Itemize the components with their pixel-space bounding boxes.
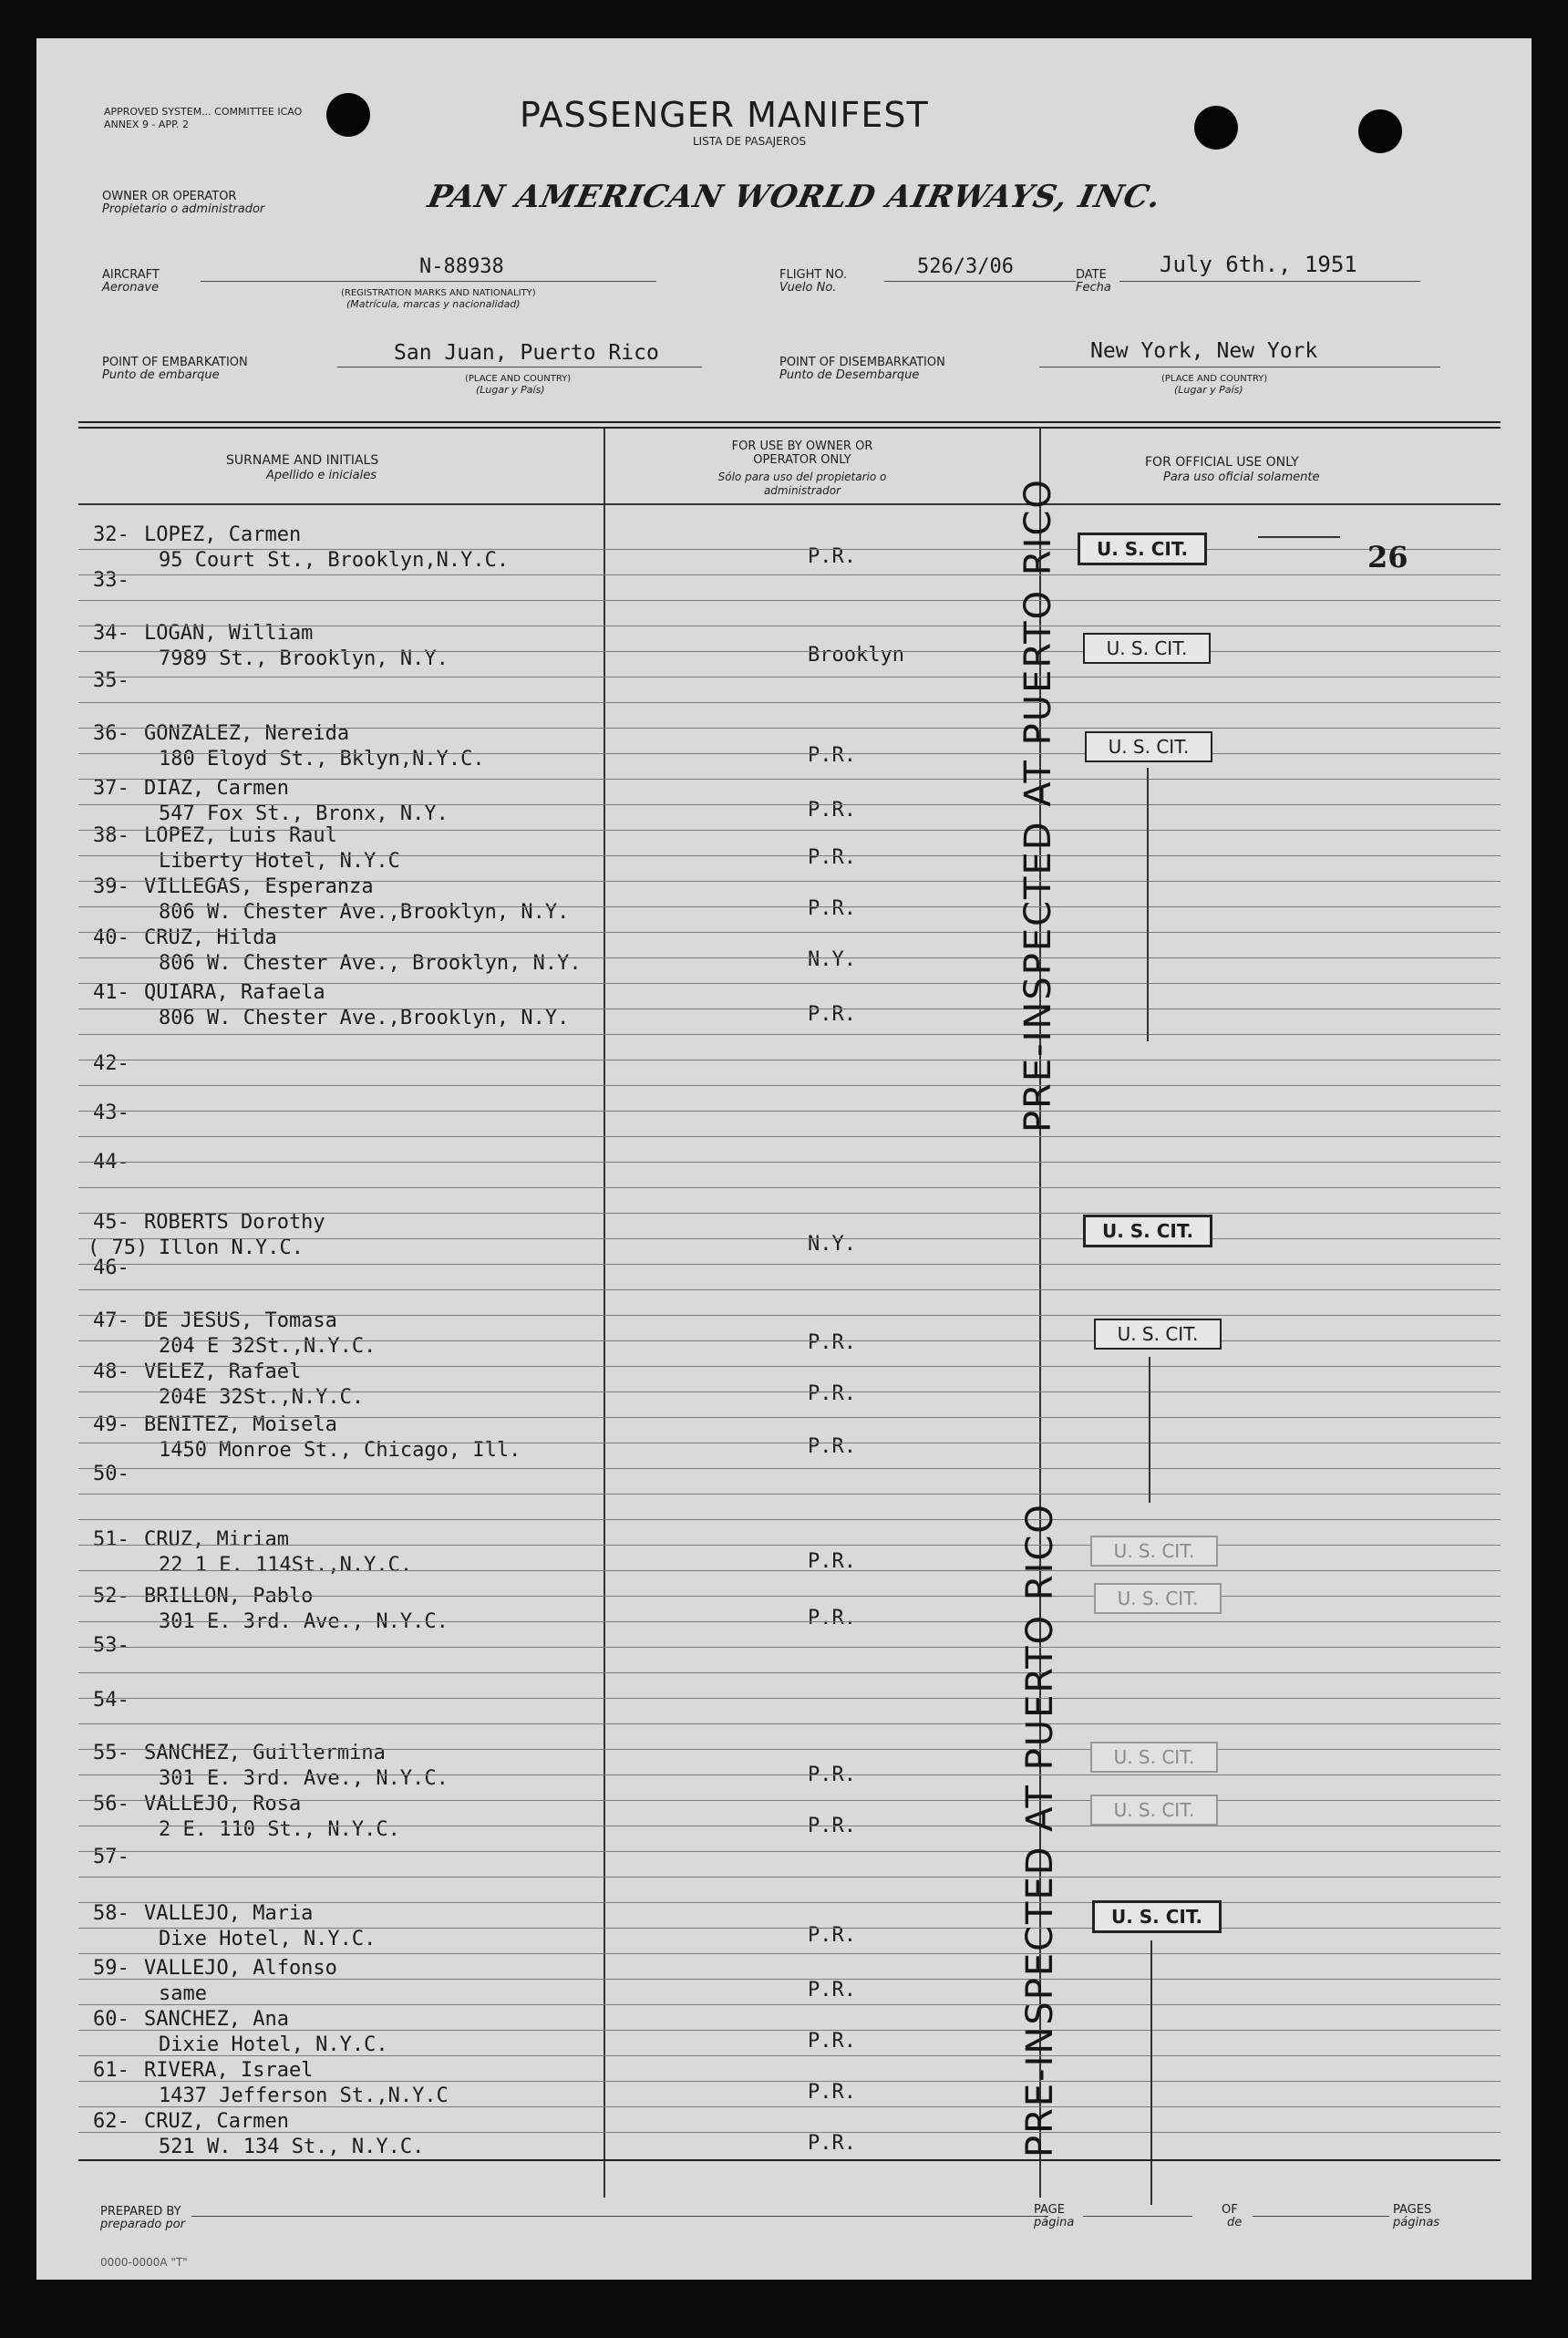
row-number: 35- — [93, 669, 129, 692]
ruled-line — [78, 932, 1501, 933]
ruled-line — [78, 1136, 1501, 1137]
passenger-name: VALLEJO, Alfonso — [144, 1957, 337, 1980]
ruled-line — [78, 1085, 1501, 1086]
passenger-name: SANCHEZ, Ana — [144, 2008, 289, 2031]
ruled-line — [78, 1902, 1501, 1903]
row-number: 58- — [93, 1902, 129, 1925]
passenger-address: 547 Fox St., Bronx, N.Y. — [159, 802, 449, 825]
passenger-name: SANCHEZ, Guillermina — [144, 1742, 386, 1764]
ruled-line — [78, 753, 1501, 754]
ruled-line — [78, 1391, 1501, 1392]
passenger-address: same — [159, 1982, 207, 2005]
ruled-line — [78, 983, 1501, 984]
passenger-name: VALLEJO, Maria — [144, 1902, 314, 1925]
owner-use-entry: P.R. — [808, 545, 856, 568]
row-number: 57- — [93, 1846, 129, 1868]
row-number: 56- — [93, 1793, 129, 1816]
row-number: 41- — [93, 981, 129, 1004]
ruled-line — [78, 1340, 1501, 1341]
col1-header: SURNAME AND INITIALS — [226, 453, 379, 468]
ruled-line — [78, 728, 1501, 729]
passenger-name: LOGAN, William — [144, 622, 314, 645]
ruled-line — [78, 830, 1501, 831]
manifest-page — [36, 38, 1532, 2280]
ruled-line — [78, 1494, 1501, 1495]
page-label-es: página — [1034, 2216, 1075, 2229]
passenger-name: LOPEZ, Luis Raul — [144, 824, 337, 847]
flight-value: 526/3/06 — [917, 255, 1014, 278]
owner-use-entry: N.Y. — [808, 948, 856, 971]
disembark-place-note-es: (Lugar y País) — [1174, 384, 1243, 396]
row-number: 45- — [93, 1211, 129, 1234]
owner-use-entry: P.R. — [808, 2081, 856, 2104]
passenger-name: CRUZ, Miriam — [144, 1528, 289, 1551]
date-value: July 6th., 1951 — [1160, 252, 1357, 277]
of-label-es: de — [1227, 2216, 1243, 2229]
flight-label-es: Vuelo No. — [779, 281, 837, 295]
col2-header: FOR USE BY OWNER OR OPERATOR ONLY — [731, 440, 873, 467]
ruled-line — [78, 1979, 1501, 1980]
column-divider — [603, 429, 605, 2198]
col3-header: FOR OFFICIAL USE ONLY — [1145, 455, 1299, 470]
ruled-line — [78, 1621, 1501, 1622]
passenger-address: 7989 St., Brooklyn, N.Y. — [159, 647, 449, 670]
ruled-line — [78, 2004, 1501, 2005]
passenger-address: 1437 Jefferson St.,N.Y.C — [159, 2085, 449, 2107]
row-number: 39- — [93, 875, 129, 898]
row-number: 62- — [93, 2110, 129, 2133]
passenger-address: 806 W. Chester Ave., Brooklyn, N.Y. — [159, 952, 582, 975]
row-number: 36- — [93, 722, 129, 745]
passenger-address: 204 E 32St.,N.Y.C. — [159, 1335, 377, 1358]
passenger-name: ROBERTS Dorothy — [144, 1211, 325, 1234]
ruled-line — [78, 2055, 1501, 2056]
row-number: 61- — [93, 2059, 129, 2082]
owner-label: OWNER OR OPERATOR — [102, 190, 237, 203]
us-cit-stamp: U. S. CIT. — [1094, 1319, 1222, 1350]
ruled-line — [78, 1774, 1501, 1775]
owner-use-entry: P.R. — [808, 1003, 856, 1026]
col1-header-es: Apellido e iniciales — [266, 469, 377, 482]
embarkation-label: POINT OF EMBARKATION — [102, 356, 248, 369]
row-number: 60- — [93, 2008, 129, 2031]
passenger-name: LOPEZ, Carmen — [144, 523, 302, 546]
pages-label-es: páginas — [1393, 2216, 1440, 2229]
us-cit-stamp: U. S. CIT. — [1090, 1742, 1218, 1773]
ruled-line — [78, 1366, 1501, 1367]
us-cit-stamp: U. S. CIT. — [1094, 1583, 1222, 1614]
passenger-name: VELEZ, Rafael — [144, 1360, 302, 1383]
owner-use-entry: P.R. — [808, 897, 856, 920]
us-cit-stamp: U. S. CIT. — [1083, 1215, 1212, 1247]
owner-use-entry: N.Y. — [808, 1233, 856, 1256]
row-number: 44- — [93, 1151, 129, 1174]
row-number: 33- — [93, 569, 129, 592]
page-subtitle: LISTA DE PASAJEROS — [693, 135, 807, 148]
ruled-line — [78, 1570, 1501, 1571]
passenger-name: VALLEJO, Rosa — [144, 1793, 302, 1816]
page-label: PAGE — [1034, 2203, 1065, 2217]
row-number: 43- — [93, 1102, 129, 1124]
ruled-line — [78, 1698, 1501, 1699]
ruled-line — [78, 574, 1501, 575]
ruled-line — [78, 1213, 1501, 1214]
row-number: 48- — [93, 1360, 129, 1383]
ruled-line — [78, 804, 1501, 805]
ruled-line — [78, 600, 1501, 601]
passenger-name: BRILLON, Pablo — [144, 1585, 314, 1608]
passenger-name: DIAZ, Carmen — [144, 777, 289, 800]
flight-label: FLIGHT NO. — [779, 268, 848, 282]
owner-use-entry: Brooklyn — [808, 644, 904, 667]
owner-name: PAN AMERICAN WORLD AIRWAYS, INC. — [424, 179, 1165, 215]
owner-label-es: Propietario o administrador — [102, 202, 265, 216]
passenger-address: 806 W. Chester Ave.,Brooklyn, N.Y. — [159, 901, 570, 924]
disembarkation-label: POINT OF DISEMBARKATION — [779, 356, 945, 369]
passenger-address: 1450 Monroe St., Chicago, Ill. — [159, 1439, 521, 1462]
of-label: OF — [1222, 2203, 1238, 2217]
registration-note: (REGISTRATION MARKS AND NATIONALITY) — [341, 288, 536, 298]
row-number: 47- — [93, 1309, 129, 1332]
embark-place-note-es: (Lugar y País) — [476, 384, 545, 396]
ruled-line — [78, 2081, 1501, 2082]
ruled-line — [78, 2106, 1501, 2107]
ruled-line — [78, 1162, 1501, 1163]
ruled-line — [78, 1034, 1501, 1035]
date-label: DATE — [1076, 268, 1107, 282]
ruled-line — [78, 677, 1501, 678]
page-count-mark: 26 — [1367, 540, 1408, 574]
ruled-line — [78, 1723, 1501, 1724]
owner-use-entry: P.R. — [808, 1979, 856, 2002]
passenger-name: RIVERA, Israel — [144, 2059, 314, 2082]
ruled-line — [78, 779, 1501, 780]
aircraft-value: N-88938 — [419, 255, 504, 278]
passenger-address: 204E 32St.,N.Y.C. — [159, 1386, 365, 1409]
ruled-line — [78, 1519, 1501, 1520]
ruled-line — [78, 906, 1501, 907]
row-number: 34- — [93, 622, 129, 645]
us-cit-stamp: U. S. CIT. — [1078, 533, 1207, 565]
punch-hole — [1358, 109, 1402, 153]
owner-use-entry: P.R. — [808, 1815, 856, 1837]
group-bracket-line — [1147, 768, 1149, 1041]
us-cit-stamp: U. S. CIT. — [1083, 633, 1211, 664]
row-number: 40- — [93, 926, 129, 949]
owner-use-entry: P.R. — [808, 2132, 856, 2155]
ruled-line — [78, 1289, 1501, 1290]
passenger-address: 301 E. 3rd. Ave., N.Y.C. — [159, 1767, 449, 1790]
row-number: 59- — [93, 1957, 129, 1980]
ruled-line — [78, 1877, 1501, 1878]
passenger-name: BENITEZ, Moisela — [144, 1413, 337, 1436]
ruled-line — [78, 1238, 1501, 1239]
row-number: 53- — [93, 1634, 129, 1657]
owner-use-entry: P.R. — [808, 1924, 856, 1947]
owner-use-entry: P.R. — [808, 1550, 856, 1573]
passenger-address: Dixie Hotel, N.Y.C. — [159, 2033, 388, 2056]
ruled-line — [78, 1596, 1501, 1597]
passenger-address: 22 1 E. 114St.,N.Y.C. — [159, 1554, 413, 1577]
registration-note-es: (Matrícula, marcas y nacionalidad) — [346, 298, 521, 310]
ruled-line — [78, 2132, 1501, 2133]
row-number: 37- — [93, 777, 129, 800]
owner-use-entry: P.R. — [808, 744, 856, 767]
ruled-line — [78, 549, 1501, 550]
ruled-line — [78, 1647, 1501, 1648]
ruled-line — [78, 1672, 1501, 1673]
ruled-line — [78, 1928, 1501, 1929]
disembarkation-value: New York, New York — [1090, 339, 1318, 363]
passenger-name: VILLEGAS, Esperanza — [144, 875, 374, 898]
disembarkation-label-es: Punto de Desembarque — [779, 368, 920, 382]
ruled-line — [78, 1800, 1501, 1801]
ruled-line — [78, 855, 1501, 856]
passenger-address: Illon N.Y.C. — [159, 1236, 304, 1259]
ruled-line — [78, 1749, 1501, 1750]
owner-use-entry: P.R. — [808, 1764, 856, 1786]
ruled-line — [78, 957, 1501, 958]
aircraft-label: AIRCRAFT — [102, 268, 160, 282]
us-cit-stamp: U. S. CIT. — [1092, 1900, 1222, 1933]
passenger-name: GONZALEZ, Nereida — [144, 722, 350, 745]
embarkation-label-es: Punto de embarque — [102, 368, 220, 382]
embarkation-value: San Juan, Puerto Rico — [394, 341, 659, 365]
pre-inspected-stamp: PRE-INSPECTED AT PUERTO RICO — [1019, 1503, 1061, 2157]
passenger-name: QUIARA, Rafaela — [144, 981, 325, 1004]
prepared-by-label: PREPARED BY — [100, 2205, 181, 2219]
form-code: 0000-0000A "T" — [100, 2256, 188, 2269]
row-number: 46- — [93, 1257, 129, 1279]
pages-label: PAGES — [1393, 2203, 1432, 2217]
row-number: 52- — [93, 1585, 129, 1608]
page-title: PASSENGER MANIFEST — [520, 95, 929, 135]
ruled-line — [78, 1315, 1501, 1316]
group-bracket-line — [1149, 1357, 1150, 1503]
owner-use-entry: P.R. — [808, 799, 856, 822]
ruled-line — [78, 881, 1501, 882]
passenger-address: 806 W. Chester Ave.,Brooklyn, N.Y. — [159, 1007, 570, 1029]
embark-place-note: (PLACE AND COUNTRY) — [465, 374, 572, 384]
passenger-name: DE JESUS, Tomasa — [144, 1309, 337, 1332]
ruled-line — [78, 651, 1501, 652]
ruled-line — [78, 1417, 1501, 1418]
row-number: 38- — [93, 824, 129, 847]
approval-note: APPROVED SYSTEM... COMMITTEE ICAO ANNEX 9 - APP. 2 — [104, 106, 303, 130]
ruled-line — [78, 2030, 1501, 2031]
us-cit-stamp: U. S. CIT. — [1090, 1536, 1218, 1567]
us-cit-stamp: U. S. CIT. — [1085, 731, 1212, 762]
ruled-line — [78, 1545, 1501, 1546]
owner-use-entry: P.R. — [808, 2030, 856, 2053]
owner-use-entry: P.R. — [808, 1607, 856, 1629]
passenger-address: Dixe Hotel, N.Y.C. — [159, 1928, 377, 1950]
owner-use-entry: P.R. — [808, 1382, 856, 1405]
passenger-address: Liberty Hotel, N.Y.C — [159, 850, 400, 873]
us-cit-stamp: U. S. CIT. — [1090, 1795, 1218, 1826]
disembark-place-note: (PLACE AND COUNTRY) — [1161, 374, 1268, 384]
passenger-address: 180 Eloyd St., Bklyn,N.Y.C. — [159, 748, 485, 771]
row-number: 42- — [93, 1052, 129, 1075]
ruled-line — [78, 1111, 1501, 1112]
aircraft-label-es: Aeronave — [102, 281, 160, 295]
ruled-line — [78, 1468, 1501, 1469]
col2-header-es: Sólo para uso del propietario o administrador — [717, 471, 887, 497]
row-number: 49- — [93, 1413, 129, 1436]
owner-use-entry: P.R. — [808, 1435, 856, 1458]
passenger-address: 95 Court St., Brooklyn,N.Y.C. — [159, 549, 510, 572]
owner-use-entry: P.R. — [808, 846, 856, 869]
ruled-line — [78, 1851, 1501, 1852]
punch-hole — [1194, 106, 1238, 150]
ruled-line — [78, 1187, 1501, 1188]
ruled-line — [78, 1264, 1501, 1265]
passenger-address: 301 E. 3rd. Ave., N.Y.C. — [159, 1610, 449, 1633]
ruled-line — [78, 702, 1501, 703]
passenger-name: CRUZ, Carmen — [144, 2110, 289, 2133]
col3-header-es: Para uso oficial solamente — [1163, 471, 1320, 484]
prepared-by-label-es: preparado por — [100, 2218, 186, 2231]
row-number: 50- — [93, 1463, 129, 1485]
passenger-address: 521 W. 134 St., N.Y.C. — [159, 2136, 425, 2158]
group-bracket-line — [1150, 1940, 1152, 2205]
row-number: 55- — [93, 1742, 129, 1764]
row-number: 54- — [93, 1689, 129, 1712]
row-number: 32- — [93, 523, 129, 546]
passenger-name: CRUZ, Hilda — [144, 926, 277, 949]
passenger-age: ( 75) — [88, 1236, 149, 1259]
date-label-es: Fecha — [1076, 281, 1111, 295]
passenger-address: 2 E. 110 St., N.Y.C. — [159, 1818, 400, 1841]
owner-use-entry: P.R. — [808, 1331, 856, 1354]
pre-inspected-stamp: PRE-INSPECTED AT PUERTO RICO — [1017, 478, 1059, 1133]
row-number: 51- — [93, 1528, 129, 1551]
ruled-line — [78, 1953, 1501, 1954]
punch-hole — [326, 93, 370, 137]
